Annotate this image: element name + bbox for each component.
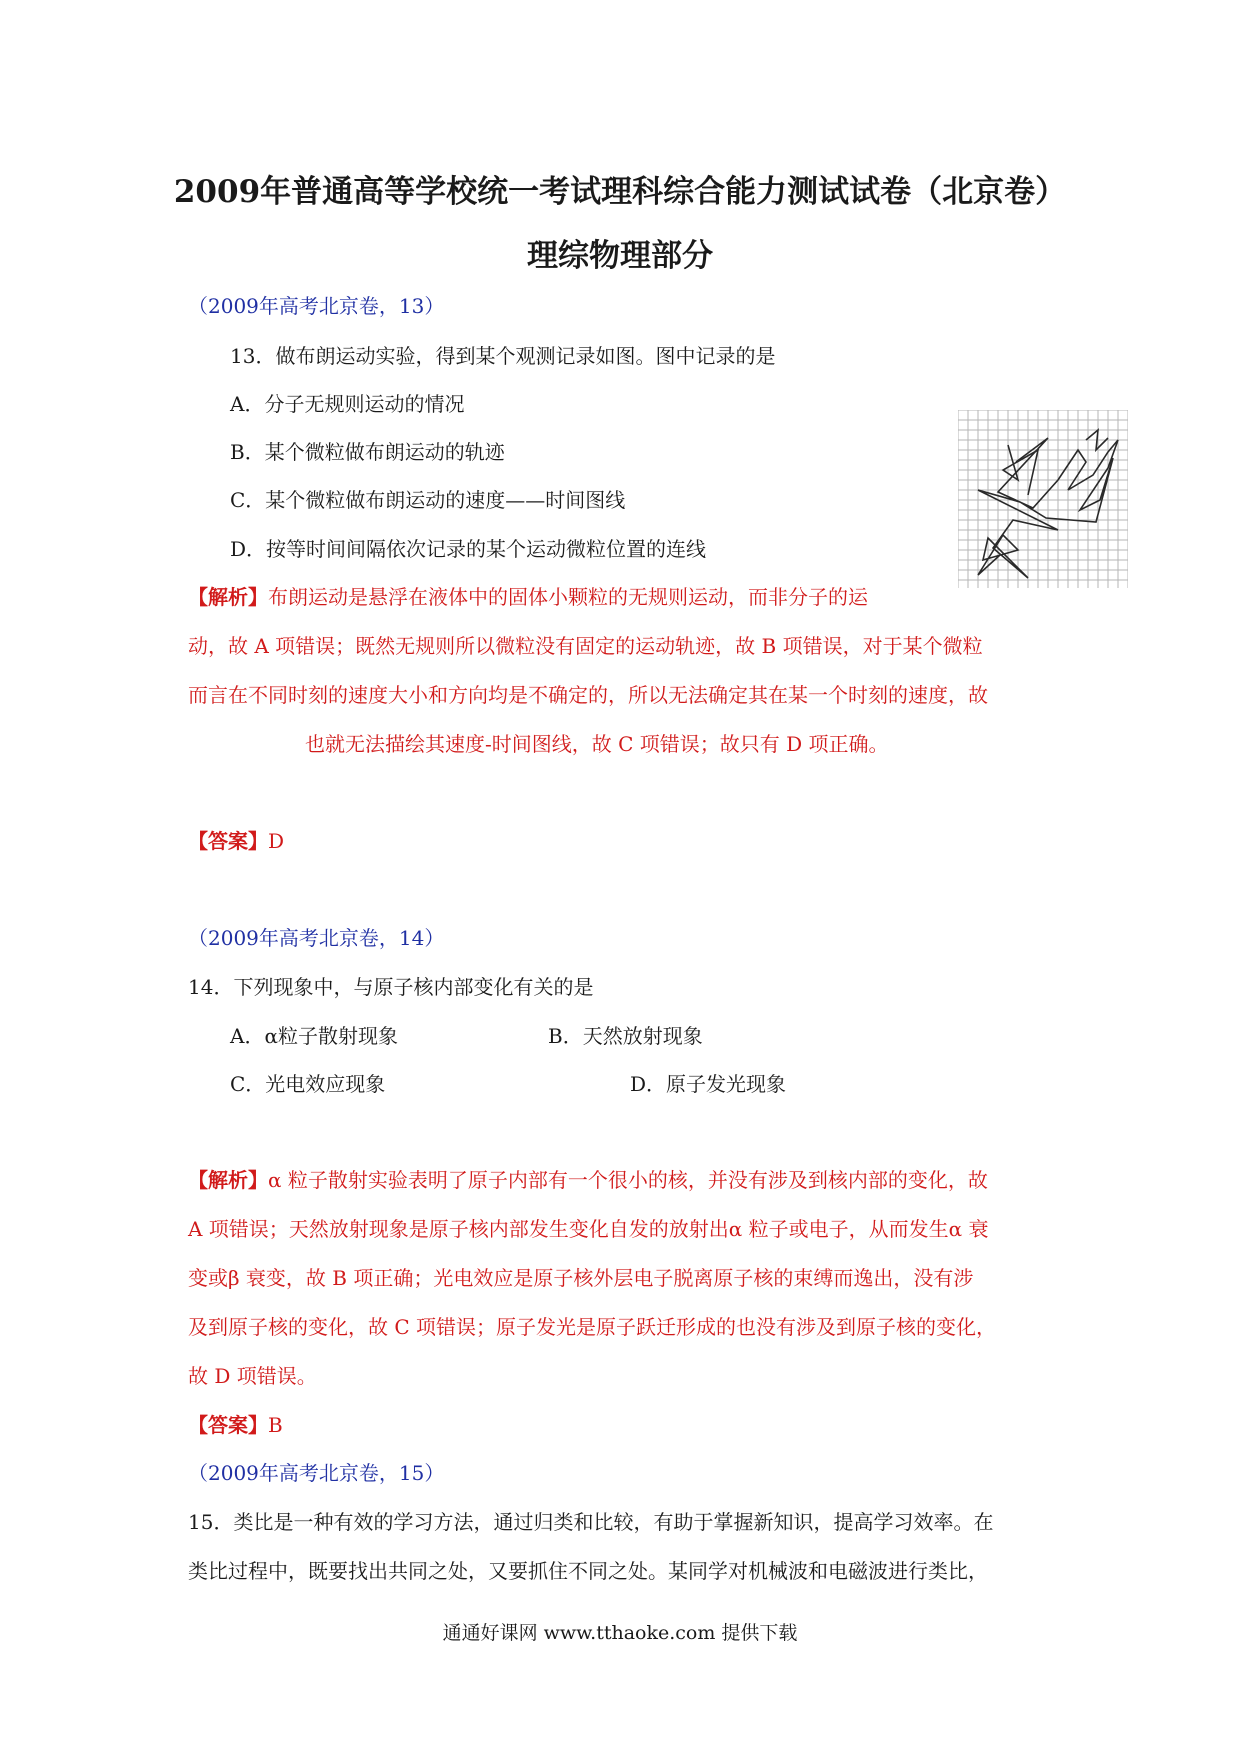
q14-analysis-line-4: 及到原子核的变化，故 C 项错误；原子发光是原子跃迁形成的也没有涉及到原子核的变化， bbox=[188, 1315, 997, 1339]
q13-analysis-tag: 【解析】 bbox=[188, 585, 268, 609]
q14-analysis-line-2: A 项错误；天然放射现象是原子核内部发生变化自发的放射出α 粒子或电子，从而发生α 衰 bbox=[188, 1217, 989, 1241]
q14-analysis-line-5: 故 D 项错误。 bbox=[188, 1364, 317, 1388]
q14-answer-tag: 【答案】 bbox=[188, 1413, 268, 1437]
q14-analysis-text-1: α 粒子散射实验表明了原子内部有一个很小的核，并没有涉及到核内部的变化，故 bbox=[268, 1168, 988, 1192]
q13-option-c: C．某个微粒做布朗运动的速度——时间图线 bbox=[230, 488, 626, 512]
q14-answer bbox=[188, 1409, 283, 1438]
q14-analysis-line-3: 变或β 衰变，故 B 项正确；光电效应是原子核外层电子脱离原子核的束缚而逸出，没有涉 bbox=[188, 1266, 974, 1290]
q13-answer bbox=[188, 825, 284, 854]
q13-analysis-line-4: 也就无法描绘其速度-时间图线，故 C 项错误；故只有 D 项正确。 bbox=[305, 732, 889, 756]
q13-stem: 13．做布朗运动实验，得到某个观测记录如图。图中记录的是 bbox=[230, 344, 776, 368]
q13-answer-value: D bbox=[268, 829, 285, 853]
q15-stem-line-2: 类比过程中，既要找出共同之处，又要抓住不同之处。某同学对机械波和电磁波进行类比， bbox=[188, 1559, 988, 1583]
q13-analysis-line-1 bbox=[188, 581, 868, 610]
q13-analysis-text-1: 布朗运动是悬浮在液体中的固体小颗粒的无规则运动，而非分子的运 bbox=[268, 585, 868, 609]
q15-stem-line-1: 15．类比是一种有效的学习方法，通过归类和比较，有助于掌握新知识，提高学习效率。在 bbox=[188, 1510, 994, 1534]
q13-analysis-line-2: 动，故 A 项错误；既然无规则所以微粒没有固定的运动轨迹，故 B 项错误，对于某个微粒 bbox=[188, 634, 983, 658]
brownian-motion-figure bbox=[958, 410, 1128, 588]
q13-analysis-line-3: 而言在不同时刻的速度大小和方向均是不确定的，所以无法确定其在某一个时刻的速度，故 bbox=[188, 683, 988, 707]
page-title: 2009年普通高等学校统一考试理科综合能力测试试卷（北京卷） bbox=[173, 174, 1067, 210]
q14-answer-value: B bbox=[268, 1413, 283, 1437]
q14-option-b: B．天然放射现象 bbox=[548, 1024, 703, 1048]
q13-option-a: A．分子无规则运动的情况 bbox=[230, 392, 465, 416]
q14-stem: 14．下列现象中，与原子核内部变化有关的是 bbox=[188, 975, 594, 999]
page-footer: 通通好课网 www.tthaoke.com 提供下载 bbox=[442, 1622, 798, 1644]
q14-analysis-line-1 bbox=[188, 1164, 988, 1193]
q13-answer-tag: 【答案】 bbox=[188, 829, 268, 853]
q14-analysis-tag: 【解析】 bbox=[188, 1168, 268, 1192]
q14-source: （2009年高考北京卷，14） bbox=[188, 926, 445, 950]
q14-option-a: A．α粒子散射现象 bbox=[230, 1024, 398, 1048]
q13-option-d: D．按等时间间隔依次记录的某个运动微粒位置的连线 bbox=[230, 537, 707, 561]
q13-source: （2009年高考北京卷，13） bbox=[188, 294, 445, 318]
q13-option-b: B．某个微粒做布朗运动的轨迹 bbox=[230, 440, 505, 464]
q14-option-c: C．光电效应现象 bbox=[230, 1072, 386, 1096]
q14-option-d: D．原子发光现象 bbox=[630, 1072, 787, 1096]
q15-source: （2009年高考北京卷，15） bbox=[188, 1461, 445, 1485]
page-subtitle: 理综物理部分 bbox=[527, 238, 713, 274]
